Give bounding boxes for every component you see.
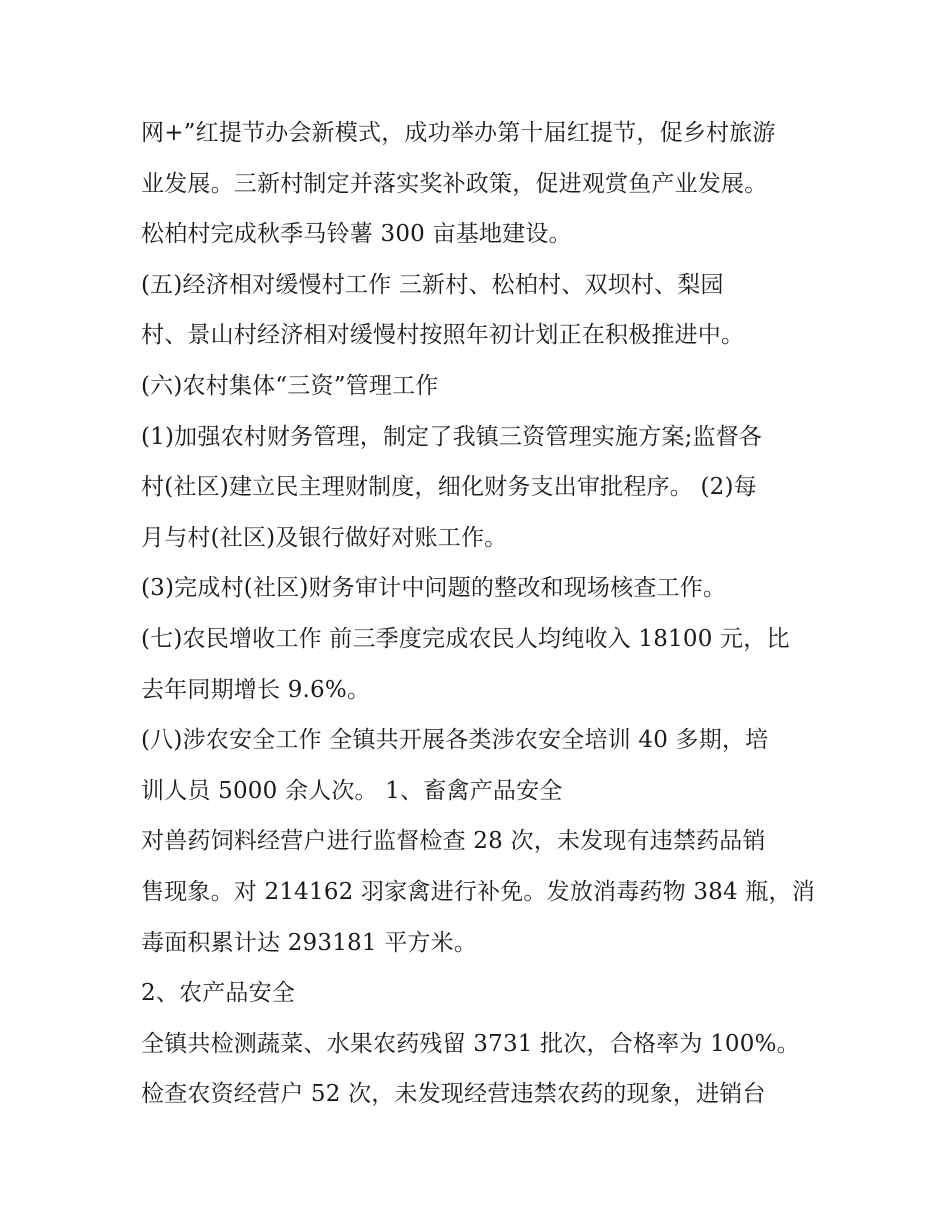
text-line-20: 检查农资经营户 52 次，未发现经营违禁农药的现象，进销台 [141, 1081, 766, 1108]
text-line-17: 毒面积累计达 293181 平方米。 [141, 929, 478, 956]
text-line-1: 网+”红提节办会新模式，成功举办第十届红提节，促乡村旅游 [141, 120, 776, 146]
section-heading-6: (六)农村集体“三资”管理工作 [141, 372, 439, 399]
text-line-16: 售现象。对 214162 羽家禽进行补免。发放消毒药物 384 瓶，消 [141, 878, 815, 905]
text-line-12: 去年同期增长 9.6%。 [141, 676, 371, 703]
section-heading-5: (五)经济相对缓慢村工作 三新村、松柏村、双坝村、梨园 [141, 271, 724, 298]
text-line-10: (3)完成村(社区)财务审计中问题的整改和现场核查工作。 [141, 575, 727, 602]
text-line-9: 月与村(社区)及银行做好对账工作。 [141, 524, 508, 551]
section-heading-8: (八)涉农安全工作 全镇共开展各类涉农安全培训 40 多期，培 [141, 727, 769, 754]
text-line-7: (1)加强农村财务管理，制定了我镇三资管理实施方案;监督各 [141, 423, 763, 450]
text-line-19: 全镇共检测蔬菜、水果农药残留 3731 批次，合格率为 100%。 [141, 1030, 800, 1057]
section-heading-7: (七)农民增收工作 前三季度完成农民人均纯收入 18100 元，比 [141, 625, 790, 652]
body-text [141, 108, 821, 1120]
text-line-5: 村、景山村经济相对缓慢村按照年初计划正在积极推进中。 [141, 322, 745, 349]
text-line-3: 松柏村完成秋季马铃薯 300 亩基地建设。 [141, 221, 572, 248]
text-line-15: 对兽药饲料经营户进行监督检查 28 次，未发现有违禁药品销 [141, 828, 766, 855]
text-line-8: 村(社区)建立民主理财制度，细化财务支出审批程序。 (2)每 [141, 474, 757, 501]
text-line-14: 训人员 5000 余人次。 1、畜禽产品安全 [141, 777, 563, 804]
subsection-heading-2: 2、农产品安全 [141, 980, 296, 1007]
text-line-2: 业发展。三新村制定并落实奖补政策，促进观赏鱼产业发展。 [141, 170, 768, 197]
